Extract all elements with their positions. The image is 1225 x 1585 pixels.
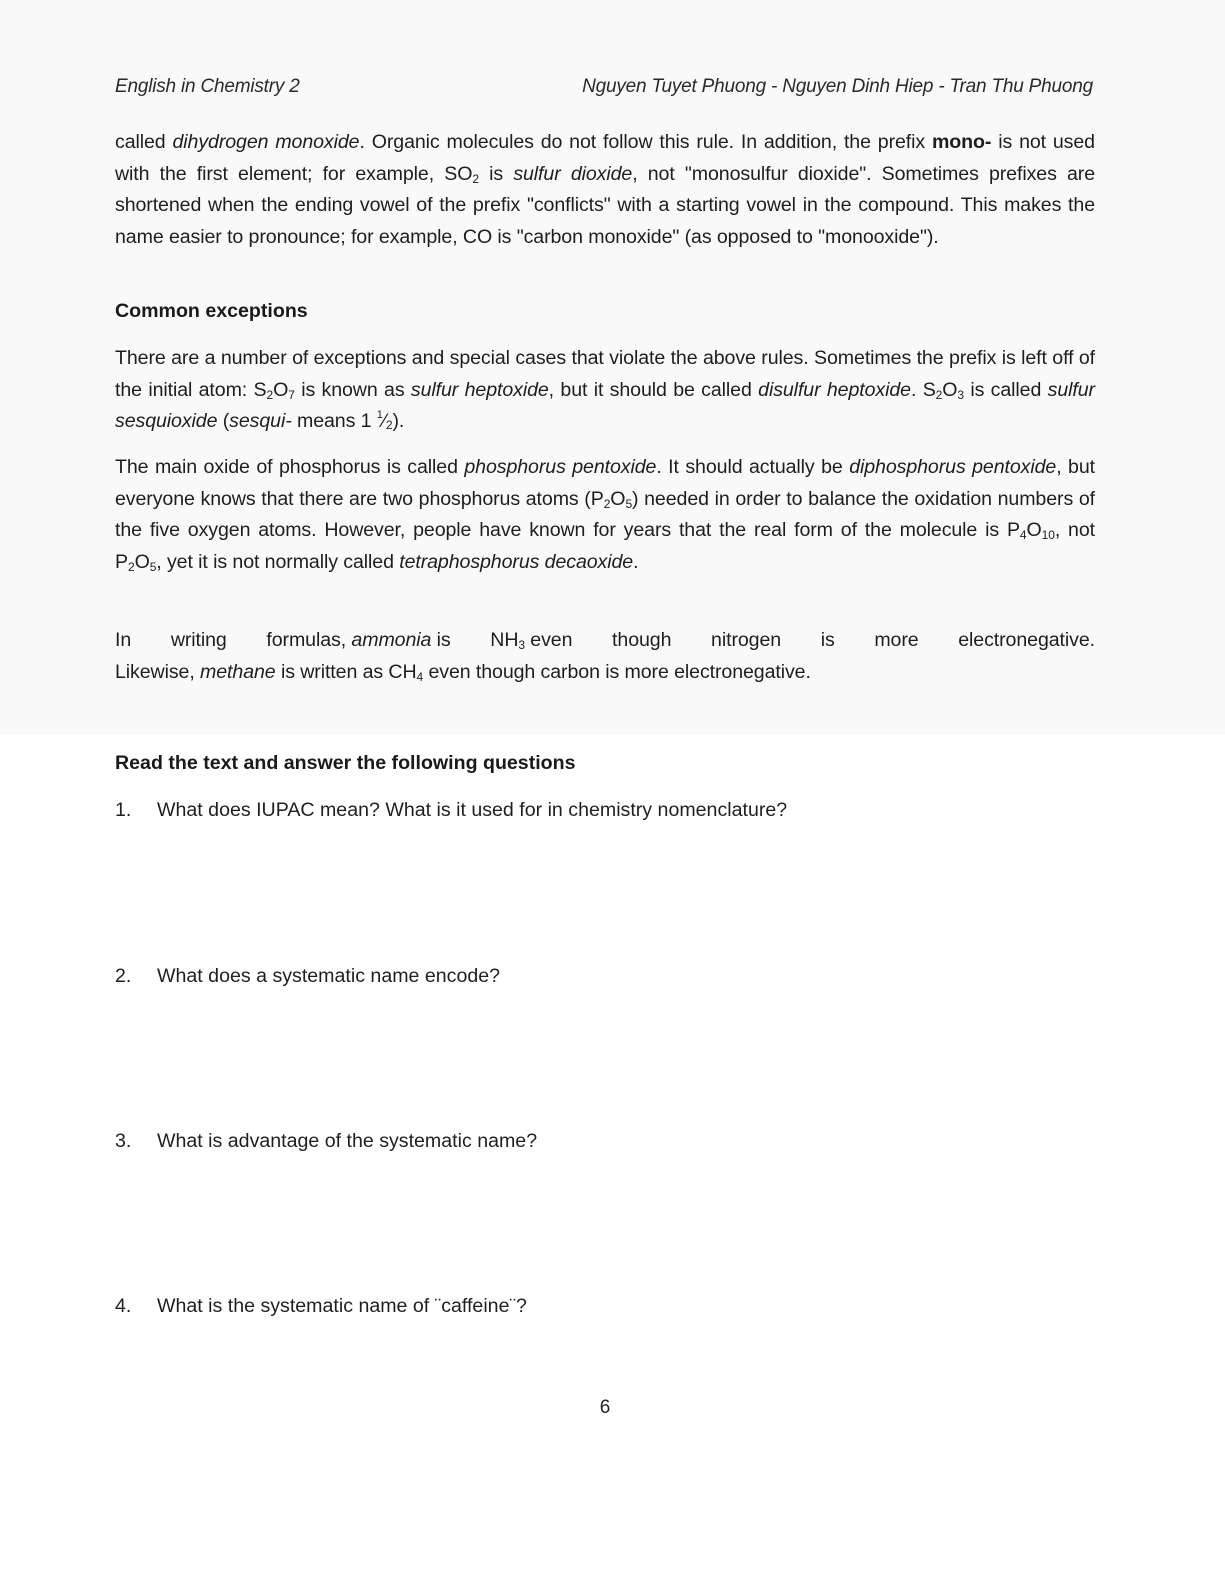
text-run: O (273, 378, 289, 401)
question-number: 3. (115, 1130, 132, 1152)
text-run: . It should actually be (656, 456, 850, 478)
word: In (115, 629, 132, 651)
term-italic: phosphorus pentoxide (464, 456, 657, 478)
question-text: What does IUPAC mean? What is it used for in chemistry nomenclature? (157, 799, 788, 821)
paragraph-phosphorus (115, 452, 1095, 578)
text-run: . Organic molecules do not follow this rule. In addition, the prefix (359, 131, 932, 153)
text-run: called (115, 131, 173, 153)
term-italic: ammonia (351, 629, 432, 651)
text-run: means 1 (291, 410, 372, 432)
text-run: , yet it is not normally called (156, 550, 400, 573)
header-book-title: English in Chemistry 2 (115, 76, 300, 97)
text-run: O (942, 378, 958, 401)
text-run: . (633, 550, 639, 573)
question-item (115, 1295, 527, 1318)
text-run: O (1026, 519, 1042, 541)
word: writing (170, 629, 227, 651)
word: even (524, 629, 573, 651)
text-run: , not "monosulfur dioxide". Sometimes prefixes are shortened when the ending vowel of the prefix "conflicts" with a starting vowel in the compound. This makes the name easier to pronounce; for example, CO is "carbon monoxide" (as opposed to "monooxide"). (115, 162, 1095, 248)
paragraph-prefix-rules (115, 127, 1095, 253)
text-run: is (478, 162, 514, 185)
text-run: O (610, 487, 626, 510)
word: formulas, (266, 629, 352, 651)
word: nitrogen (711, 629, 782, 651)
word-group (490, 625, 572, 657)
text-run: There are a number of exceptions and special cases that violate the above rules. Sometimes the prefix is left off of the initial atom: S (115, 347, 1095, 401)
question-number: 4. (115, 1295, 132, 1317)
text-run: Likewise, (115, 660, 201, 683)
question-item (115, 1130, 537, 1153)
term-italic: sulfur dioxide (513, 162, 633, 185)
term-italic: sulfur heptoxide (410, 378, 549, 401)
fraction-slash: ⁄ (382, 411, 386, 432)
term-italic: sesqui- (229, 410, 292, 432)
text-run: is known as (294, 378, 411, 401)
text-run: is written as CH (275, 660, 417, 683)
subscript: 10 (1041, 528, 1055, 542)
subscript: 2 (127, 559, 135, 574)
subscript: 2 (472, 171, 479, 186)
header-authors: Nguyen Tuyet Phuong - Nguyen Dinh Hiep - Tran Thu Phuong (582, 76, 1093, 97)
question-text: What is the systematic name of ¨caffeine¨? (157, 1295, 527, 1317)
subscript: 3 (957, 387, 964, 402)
question-text: What does a systematic name encode? (157, 965, 501, 987)
fraction-one-half (377, 406, 393, 438)
fraction-denominator: 2 (385, 418, 393, 432)
section-heading-questions: Read the text and answer the following questions (115, 752, 576, 774)
page-number: 6 (599, 1397, 611, 1418)
text-run: is called (963, 378, 1048, 401)
word: more (874, 629, 919, 651)
word: is (820, 629, 835, 651)
word: though (612, 629, 672, 651)
question-text: What is advantage of the systematic name? (157, 1130, 538, 1152)
word: electronegative. (958, 629, 1095, 651)
term-italic: dihydrogen monoxide (172, 131, 360, 153)
question-number: 2. (115, 965, 132, 987)
question-item (115, 965, 500, 988)
text-run: is not used with the first element; for example, SO (115, 131, 1095, 185)
justified-line (115, 625, 1095, 657)
text-run: , not P (115, 519, 1095, 573)
text-run: even though carbon is more electronegative. (423, 660, 811, 683)
word: is (431, 629, 451, 651)
text-run: O (134, 550, 150, 573)
text-run: . S (910, 378, 936, 401)
subscript: 5 (149, 559, 157, 574)
subscript: 4 (1019, 528, 1027, 542)
text-line (115, 657, 1095, 689)
text-run: ( (217, 410, 230, 432)
text-run: The main oxide of phosphorus is called (115, 456, 465, 478)
term-italic: sulfur sesquioxide (115, 378, 1095, 432)
paragraph-exceptions (115, 343, 1095, 438)
term-italic: tetraphosphorus decaoxide (399, 550, 634, 573)
subscript: 2 (603, 496, 611, 511)
subscript: 7 (288, 387, 295, 402)
question-number: 1. (115, 799, 132, 821)
text-run: ). (392, 410, 405, 432)
text-run: , but it should be called (548, 378, 759, 401)
subscript: 5 (625, 496, 633, 511)
word-group (266, 625, 450, 657)
subscript: 3 (518, 638, 525, 652)
subscript: 4 (416, 669, 424, 684)
section-heading-common-exceptions: Common exceptions (115, 300, 308, 322)
text-run: , but everyone knows that there are two phosphorus atoms (P (115, 456, 1095, 510)
term-italic: methane (200, 660, 276, 683)
subscript: 2 (935, 387, 943, 402)
word: NH (490, 629, 519, 651)
subscript: 2 (266, 387, 274, 402)
fraction-numerator: 1 (376, 409, 383, 421)
term-italic: diphosphorus pentoxide (849, 456, 1057, 478)
running-header (115, 76, 1093, 98)
term-italic: disulfur heptoxide (758, 378, 911, 401)
text-run: ) needed in order to balance the oxidation numbers of the five oxygen atoms. However, people have known for years that the real form of the molecule is P (115, 487, 1095, 541)
question-item (115, 799, 787, 822)
paragraph-formulas (115, 625, 1095, 688)
term-bold: mono- (931, 131, 992, 153)
